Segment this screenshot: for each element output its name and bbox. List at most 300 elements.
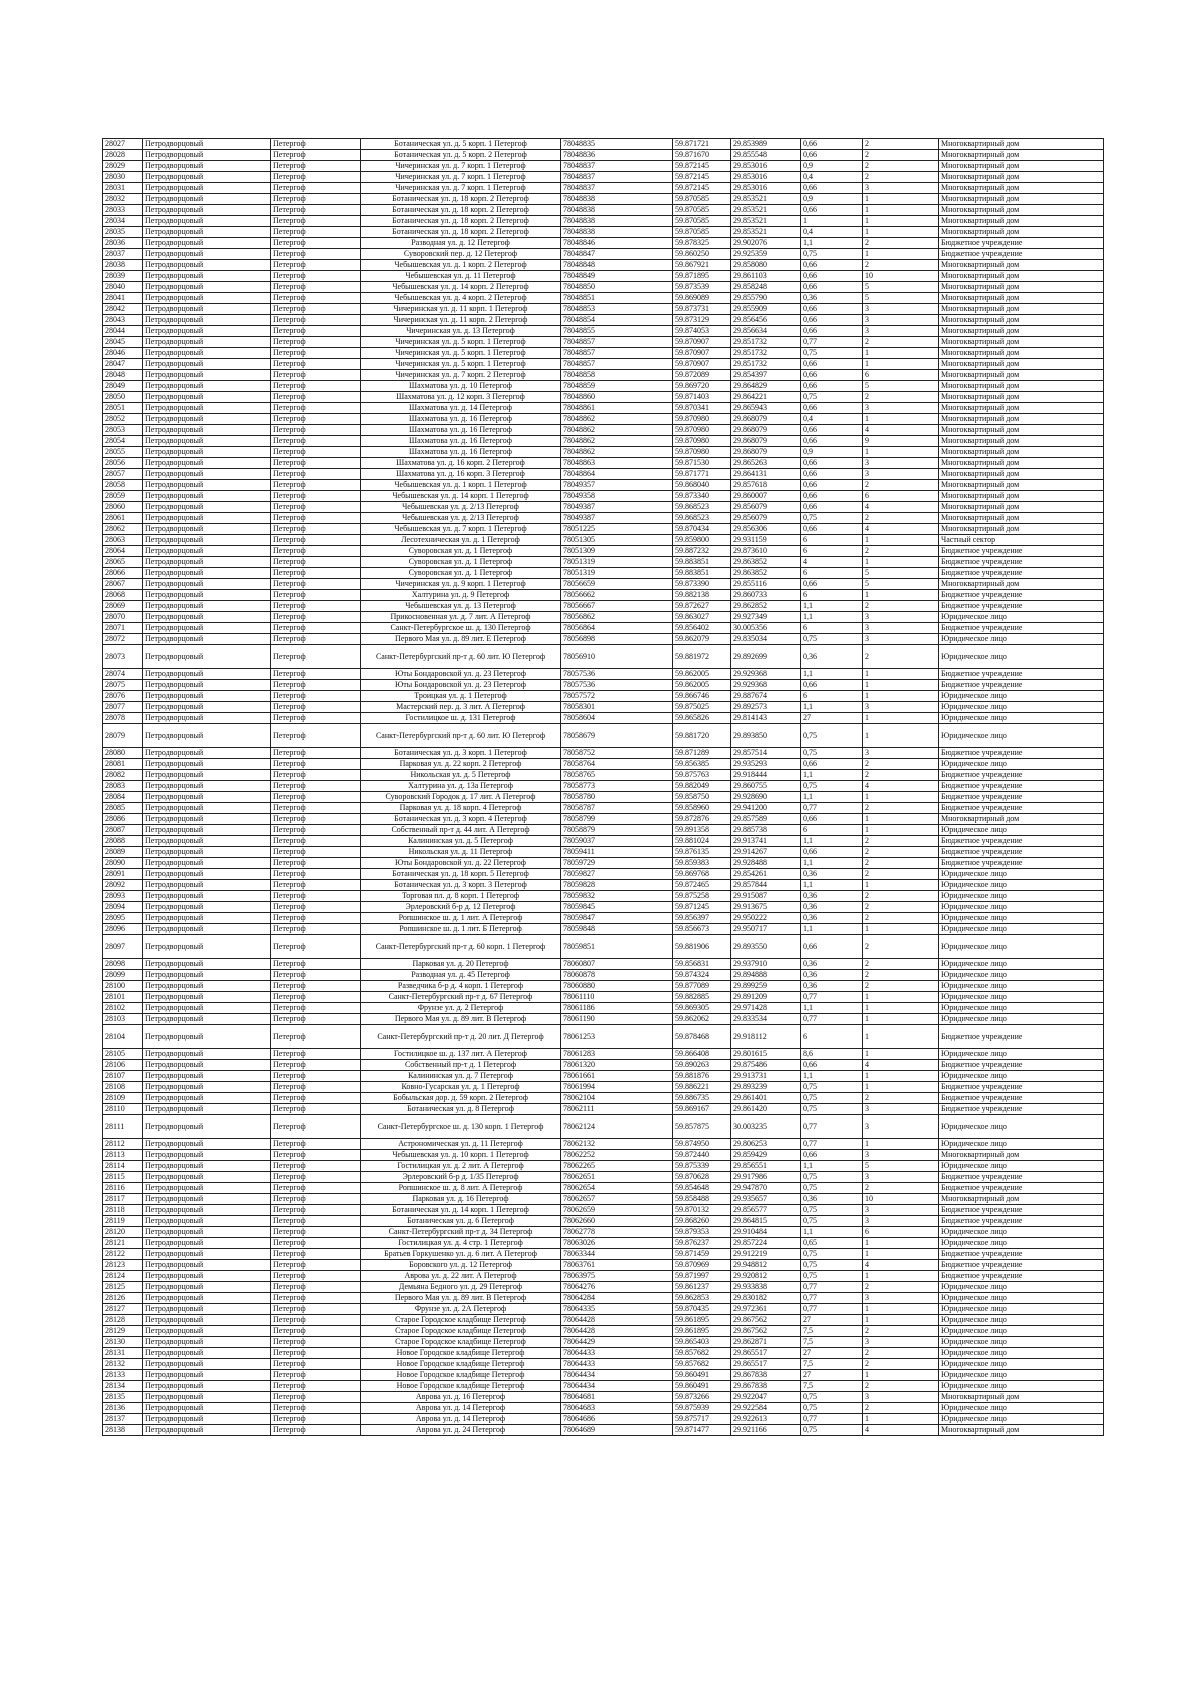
district: Петродворцовый: [143, 924, 271, 935]
latitude: 59.871670: [673, 150, 731, 161]
object-type: Бюджетное учреждение: [939, 1082, 1104, 1093]
object-code: 78048846: [561, 238, 673, 249]
longitude: 29.935293: [731, 759, 801, 770]
address: Чичеринская ул. д. 9 корп. 1 Петергоф: [361, 579, 561, 590]
longitude: 29.865943: [731, 403, 801, 414]
object-type: Юридическое лицо: [939, 1403, 1104, 1414]
city: Петергоф: [271, 814, 361, 825]
city: Петергоф: [271, 315, 361, 326]
address: Фрунзе ул. д. 2 Петергоф: [361, 1003, 561, 1014]
district: Петродворцовый: [143, 1260, 271, 1271]
longitude: 29.893850: [731, 724, 801, 748]
longitude: 29.853016: [731, 161, 801, 172]
row-number: 28098: [103, 959, 143, 970]
longitude: 29.918112: [731, 1025, 801, 1049]
latitude: 59.878468: [673, 1025, 731, 1049]
object-type: Многоквартирный дом: [939, 1150, 1104, 1161]
city: Петергоф: [271, 381, 361, 392]
count-value: 2: [863, 935, 939, 959]
table-row: [103, 502, 1104, 513]
city: Петергоф: [271, 1348, 361, 1359]
object-type: Многоквартирный дом: [939, 337, 1104, 348]
table-row: [103, 392, 1104, 403]
row-number: 28062: [103, 524, 143, 535]
capacity-value: 0,66: [801, 381, 863, 392]
city: Петергоф: [271, 1082, 361, 1093]
capacity-value: 1,1: [801, 1227, 863, 1238]
latitude: 59.871530: [673, 458, 731, 469]
capacity-value: 1,1: [801, 601, 863, 612]
capacity-value: 6: [801, 623, 863, 634]
latitude: 59.872145: [673, 183, 731, 194]
longitude: 29.856634: [731, 326, 801, 337]
row-number: 28111: [103, 1115, 143, 1139]
district: Петродворцовый: [143, 1282, 271, 1293]
address: Санкт-Петербургский пр-т д. 20 лит. Д Петергоф: [361, 1025, 561, 1049]
address: Санкт-Петербургское ш. д. 130 Петергоф: [361, 623, 561, 634]
city: Петергоф: [271, 601, 361, 612]
object-type: Бюджетное учреждение: [939, 1216, 1104, 1227]
address: Чебышевская ул. д. 14 корп. 2 Петергоф: [361, 282, 561, 293]
latitude: 59.854648: [673, 1183, 731, 1194]
object-code: 78056910: [561, 645, 673, 669]
capacity-value: 0,66: [801, 935, 863, 959]
address: Суворовский Городок д. 17 лит. А Петергоф: [361, 792, 561, 803]
row-number: 28126: [103, 1293, 143, 1304]
longitude: 29.941200: [731, 803, 801, 814]
count-value: 1: [863, 249, 939, 260]
city: Петергоф: [271, 1104, 361, 1115]
city: Петергоф: [271, 981, 361, 992]
district: Петродворцовый: [143, 458, 271, 469]
object-type: Многоквартирный дом: [939, 161, 1104, 172]
capacity-value: 0,77: [801, 1293, 863, 1304]
row-number: 28138: [103, 1425, 143, 1436]
object-code: 78048859: [561, 381, 673, 392]
city: Петергоф: [271, 612, 361, 623]
capacity-value: 0,36: [801, 891, 863, 902]
capacity-value: 7,5: [801, 1381, 863, 1392]
count-value: 2: [863, 601, 939, 612]
count-value: 4: [863, 1425, 939, 1436]
row-number: 28057: [103, 469, 143, 480]
address: Парковая ул. д. 22 корп. 2 Петергоф: [361, 759, 561, 770]
longitude: 29.902076: [731, 238, 801, 249]
capacity-value: 0,66: [801, 436, 863, 447]
city: Петергоф: [271, 403, 361, 414]
capacity-value: 0,75: [801, 1425, 863, 1436]
table-row: [103, 1216, 1104, 1227]
table-row: [103, 970, 1104, 981]
table-row: [103, 425, 1104, 436]
latitude: 59.868260: [673, 1216, 731, 1227]
table-row: [103, 1249, 1104, 1260]
object-code: 78058301: [561, 702, 673, 713]
latitude: 59.865403: [673, 1337, 731, 1348]
object-type: Бюджетное учреждение: [939, 1172, 1104, 1183]
count-value: 2: [863, 139, 939, 150]
address: Ботаническая ул. д. 3 корп. 4 Петергоф: [361, 814, 561, 825]
longitude: 29.855548: [731, 150, 801, 161]
district: Петродворцовый: [143, 249, 271, 260]
row-number: 28048: [103, 370, 143, 381]
count-value: 1: [863, 359, 939, 370]
district: Петродворцовый: [143, 293, 271, 304]
longitude: 29.853521: [731, 227, 801, 238]
city: Петергоф: [271, 825, 361, 836]
longitude: 29.855116: [731, 579, 801, 590]
row-number: 28095: [103, 913, 143, 924]
count-value: 1: [863, 880, 939, 891]
address: Парковая ул. д. 18 корп. 4 Петергоф: [361, 803, 561, 814]
longitude: 29.928690: [731, 792, 801, 803]
city: Петергоф: [271, 935, 361, 959]
latitude: 59.858488: [673, 1194, 731, 1205]
district: Петродворцовый: [143, 1326, 271, 1337]
count-value: 3: [863, 315, 939, 326]
capacity-value: 0,77: [801, 1414, 863, 1425]
object-code: 78051305: [561, 535, 673, 546]
object-type: Бюджетное учреждение: [939, 590, 1104, 601]
object-type: Многоквартирный дом: [939, 304, 1104, 315]
object-type: Многоквартирный дом: [939, 491, 1104, 502]
district: Петродворцовый: [143, 1359, 271, 1370]
capacity-value: 0,66: [801, 260, 863, 271]
latitude: 59.869089: [673, 293, 731, 304]
address: Чичеринская ул. д. 7 корп. 1 Петергоф: [361, 183, 561, 194]
latitude: 59.862062: [673, 1014, 731, 1025]
longitude: 29.865517: [731, 1348, 801, 1359]
object-code: 78062265: [561, 1161, 673, 1172]
latitude: 59.871459: [673, 1249, 731, 1260]
object-code: 78058765: [561, 770, 673, 781]
row-number: 28107: [103, 1071, 143, 1082]
longitude: 29.929368: [731, 669, 801, 680]
row-number: 28114: [103, 1161, 143, 1172]
latitude: 59.876135: [673, 847, 731, 858]
count-value: 3: [863, 469, 939, 480]
row-number: 28040: [103, 282, 143, 293]
district: Петродворцовый: [143, 1249, 271, 1260]
object-code: 78059037: [561, 836, 673, 847]
object-type: Юридическое лицо: [939, 1049, 1104, 1060]
address: Новое Городское кладбище Петергоф: [361, 1370, 561, 1381]
object-type: Многоквартирный дом: [939, 150, 1104, 161]
capacity-value: 4: [801, 557, 863, 568]
object-type: Юридическое лицо: [939, 959, 1104, 970]
row-number: 28112: [103, 1139, 143, 1150]
address: Ропшинское ш. д. 8 лит. А Петергоф: [361, 1183, 561, 1194]
latitude: 59.871895: [673, 271, 731, 282]
district: Петродворцовый: [143, 436, 271, 447]
city: Петергоф: [271, 770, 361, 781]
object-type: Многоквартирный дом: [939, 436, 1104, 447]
object-type: Юридическое лицо: [939, 1381, 1104, 1392]
capacity-value: 0,75: [801, 1183, 863, 1194]
count-value: 3: [863, 612, 939, 623]
table-row: [103, 612, 1104, 623]
row-number: 28041: [103, 293, 143, 304]
row-number: 28066: [103, 568, 143, 579]
district: Петродворцовый: [143, 546, 271, 557]
capacity-value: 6: [801, 546, 863, 557]
latitude: 59.881876: [673, 1071, 731, 1082]
latitude: 59.870434: [673, 524, 731, 535]
count-value: 3: [863, 1115, 939, 1139]
longitude: 29.860733: [731, 590, 801, 601]
address: Ботаническая ул. д. 18 корп. 2 Петергоф: [361, 205, 561, 216]
table-row: [103, 1238, 1104, 1249]
address: Чичеринская ул. д. 7 корп. 1 Петергоф: [361, 172, 561, 183]
city: Петергоф: [271, 348, 361, 359]
object-code: 78059851: [561, 935, 673, 959]
capacity-value: 0,36: [801, 645, 863, 669]
district: Петродворцовый: [143, 480, 271, 491]
object-type: Многоквартирный дом: [939, 447, 1104, 458]
latitude: 59.873266: [673, 1392, 731, 1403]
row-number: 28052: [103, 414, 143, 425]
longitude: 29.887674: [731, 691, 801, 702]
count-value: 1: [863, 1082, 939, 1093]
count-value: 1: [863, 1414, 939, 1425]
table-row: [103, 924, 1104, 935]
table-body: [103, 139, 1104, 1436]
object-type: Юридическое лицо: [939, 891, 1104, 902]
latitude: 59.870628: [673, 1172, 731, 1183]
address: Чебышевская ул. д. 13 Петергоф: [361, 601, 561, 612]
address: Новое Городское кладбище Петергоф: [361, 1381, 561, 1392]
table-row: [103, 645, 1104, 669]
district: Петродворцовый: [143, 304, 271, 315]
object-type: Юридическое лицо: [939, 759, 1104, 770]
address: Бобыльская дор. д. 59 корп. 2 Петергоф: [361, 1093, 561, 1104]
table-row: [103, 205, 1104, 216]
count-value: 1: [863, 1003, 939, 1014]
object-code: 78061661: [561, 1071, 673, 1082]
address: Старое Городское кладбище Петергоф: [361, 1315, 561, 1326]
capacity-value: 27: [801, 1315, 863, 1326]
district: Петродворцовый: [143, 491, 271, 502]
district: Петродворцовый: [143, 590, 271, 601]
address: Чичеринская ул. д. 7 корп. 1 Петергоф: [361, 161, 561, 172]
latitude: 59.873390: [673, 579, 731, 590]
object-registry-table: [102, 138, 1104, 1436]
city: Петергоф: [271, 205, 361, 216]
longitude: 29.873610: [731, 546, 801, 557]
table-row: [103, 724, 1104, 748]
city: Петергоф: [271, 634, 361, 645]
object-type: Многоквартирный дом: [939, 524, 1104, 535]
object-code: 78064433: [561, 1359, 673, 1370]
object-type: Юридическое лицо: [939, 1337, 1104, 1348]
longitude: 29.868079: [731, 414, 801, 425]
city: Петергоф: [271, 535, 361, 546]
object-code: 78064428: [561, 1326, 673, 1337]
district: Петродворцовый: [143, 205, 271, 216]
district: Петродворцовый: [143, 194, 271, 205]
table-row: [103, 1271, 1104, 1282]
district: Петродворцовый: [143, 579, 271, 590]
district: Петродворцовый: [143, 935, 271, 959]
count-value: 2: [863, 836, 939, 847]
city: Петергоф: [271, 1139, 361, 1150]
longitude: 29.863852: [731, 568, 801, 579]
address: Санкт-Петербургский пр-т д. 67 Петергоф: [361, 992, 561, 1003]
city: Петергоф: [271, 150, 361, 161]
city: Петергоф: [271, 869, 361, 880]
count-value: 1: [863, 205, 939, 216]
latitude: 59.868040: [673, 480, 731, 491]
object-code: 78049387: [561, 502, 673, 513]
object-code: 78062654: [561, 1183, 673, 1194]
table-row: [103, 1414, 1104, 1425]
district: Петродворцовый: [143, 880, 271, 891]
capacity-value: 1,1: [801, 924, 863, 935]
row-number: 28030: [103, 172, 143, 183]
table-row: [103, 579, 1104, 590]
row-number: 28078: [103, 713, 143, 724]
city: Петергоф: [271, 1425, 361, 1436]
longitude: 29.854397: [731, 370, 801, 381]
row-number: 28044: [103, 326, 143, 337]
object-type: Юридическое лицо: [939, 1326, 1104, 1337]
longitude: 29.853521: [731, 205, 801, 216]
longitude: 29.859429: [731, 1150, 801, 1161]
address: Разводная ул. д. 12 Петергоф: [361, 238, 561, 249]
table-row: [103, 836, 1104, 847]
table-row: [103, 436, 1104, 447]
address: Разводная ул. д. 45 Петергоф: [361, 970, 561, 981]
district: Петродворцовый: [143, 1060, 271, 1071]
address: Старое Городское кладбище Петергоф: [361, 1326, 561, 1337]
object-type: Бюджетное учреждение: [939, 669, 1104, 680]
table-row: [103, 304, 1104, 315]
object-code: 78060880: [561, 981, 673, 992]
object-type: Многоквартирный дом: [939, 370, 1104, 381]
table-row: [103, 1315, 1104, 1326]
address: Суворовская ул. д. 1 Петергоф: [361, 568, 561, 579]
data-table-sheet: [102, 138, 1103, 1436]
latitude: 59.859800: [673, 535, 731, 546]
address: Ботаническая ул. д. 3 корп. 3 Петергоф: [361, 880, 561, 891]
count-value: 1: [863, 194, 939, 205]
city: Петергоф: [271, 669, 361, 680]
latitude: 59.870585: [673, 194, 731, 205]
count-value: 1: [863, 1049, 939, 1060]
count-value: 5: [863, 381, 939, 392]
row-number: 28130: [103, 1337, 143, 1348]
count-value: 3: [863, 1216, 939, 1227]
capacity-value: 0,66: [801, 304, 863, 315]
object-code: 78051319: [561, 557, 673, 568]
longitude: 29.851732: [731, 348, 801, 359]
row-number: 28100: [103, 981, 143, 992]
latitude: 59.866746: [673, 691, 731, 702]
latitude: 59.857682: [673, 1359, 731, 1370]
district: Петродворцовый: [143, 869, 271, 880]
longitude: 29.856456: [731, 315, 801, 326]
row-number: 28084: [103, 792, 143, 803]
district: Петродворцовый: [143, 535, 271, 546]
longitude: 29.853016: [731, 183, 801, 194]
row-number: 28123: [103, 1260, 143, 1271]
city: Петергоф: [271, 759, 361, 770]
table-row: [103, 513, 1104, 524]
row-number: 28086: [103, 814, 143, 825]
longitude: 29.865517: [731, 1359, 801, 1370]
address: Чичеринская ул. д. 13 Петергоф: [361, 326, 561, 337]
row-number: 28136: [103, 1403, 143, 1414]
count-value: 1: [863, 713, 939, 724]
count-value: 5: [863, 579, 939, 590]
object-code: 78058752: [561, 748, 673, 759]
object-code: 78048854: [561, 315, 673, 326]
table-row: [103, 1282, 1104, 1293]
capacity-value: 0,36: [801, 902, 863, 913]
row-number: 28108: [103, 1082, 143, 1093]
address: Старое Городское кладбище Петергоф: [361, 1337, 561, 1348]
district: Петродворцовый: [143, 1014, 271, 1025]
longitude: 29.857514: [731, 748, 801, 759]
object-type: Бюджетное учреждение: [939, 836, 1104, 847]
longitude: 29.868079: [731, 447, 801, 458]
address: Собственный пр-т д. 1 Петергоф: [361, 1060, 561, 1071]
table-row: [103, 359, 1104, 370]
row-number: 28083: [103, 781, 143, 792]
capacity-value: 0,77: [801, 1282, 863, 1293]
object-type: Юридическое лицо: [939, 981, 1104, 992]
object-code: 78057572: [561, 691, 673, 702]
longitude: 29.918444: [731, 770, 801, 781]
district: Петродворцовый: [143, 1370, 271, 1381]
city: Петергоф: [271, 880, 361, 891]
longitude: 29.947870: [731, 1183, 801, 1194]
count-value: 1: [863, 1304, 939, 1315]
capacity-value: 1,1: [801, 702, 863, 713]
latitude: 59.886735: [673, 1093, 731, 1104]
district: Петродворцовый: [143, 1238, 271, 1249]
address: Чичеринская ул. д. 11 корп. 2 Петергоф: [361, 315, 561, 326]
object-code: 78060807: [561, 959, 673, 970]
address: Халтурина ул. д. 9 Петергоф: [361, 590, 561, 601]
object-code: 78048860: [561, 392, 673, 403]
latitude: 59.861895: [673, 1326, 731, 1337]
row-number: 28063: [103, 535, 143, 546]
object-type: Многоквартирный дом: [939, 579, 1104, 590]
district: Петродворцовый: [143, 513, 271, 524]
count-value: 2: [863, 150, 939, 161]
city: Петергоф: [271, 891, 361, 902]
district: Петродворцовый: [143, 1082, 271, 1093]
object-code: 78062659: [561, 1205, 673, 1216]
address: Ботаническая ул. д. 3 корп. 1 Петергоф: [361, 748, 561, 759]
city: Петергоф: [271, 992, 361, 1003]
latitude: 59.862005: [673, 680, 731, 691]
district: Петродворцовый: [143, 634, 271, 645]
capacity-value: 0,66: [801, 480, 863, 491]
capacity-value: 0,66: [801, 403, 863, 414]
object-code: 78059832: [561, 891, 673, 902]
longitude: 29.861420: [731, 1104, 801, 1115]
city: Петергоф: [271, 447, 361, 458]
district: Петродворцовый: [143, 1348, 271, 1359]
capacity-value: 1,1: [801, 1003, 863, 1014]
capacity-value: 1,1: [801, 612, 863, 623]
address: Ковно-Гусарская ул. д. 1 Петергоф: [361, 1082, 561, 1093]
longitude: 29.875486: [731, 1060, 801, 1071]
table-row: [103, 992, 1104, 1003]
longitude: 29.917986: [731, 1172, 801, 1183]
